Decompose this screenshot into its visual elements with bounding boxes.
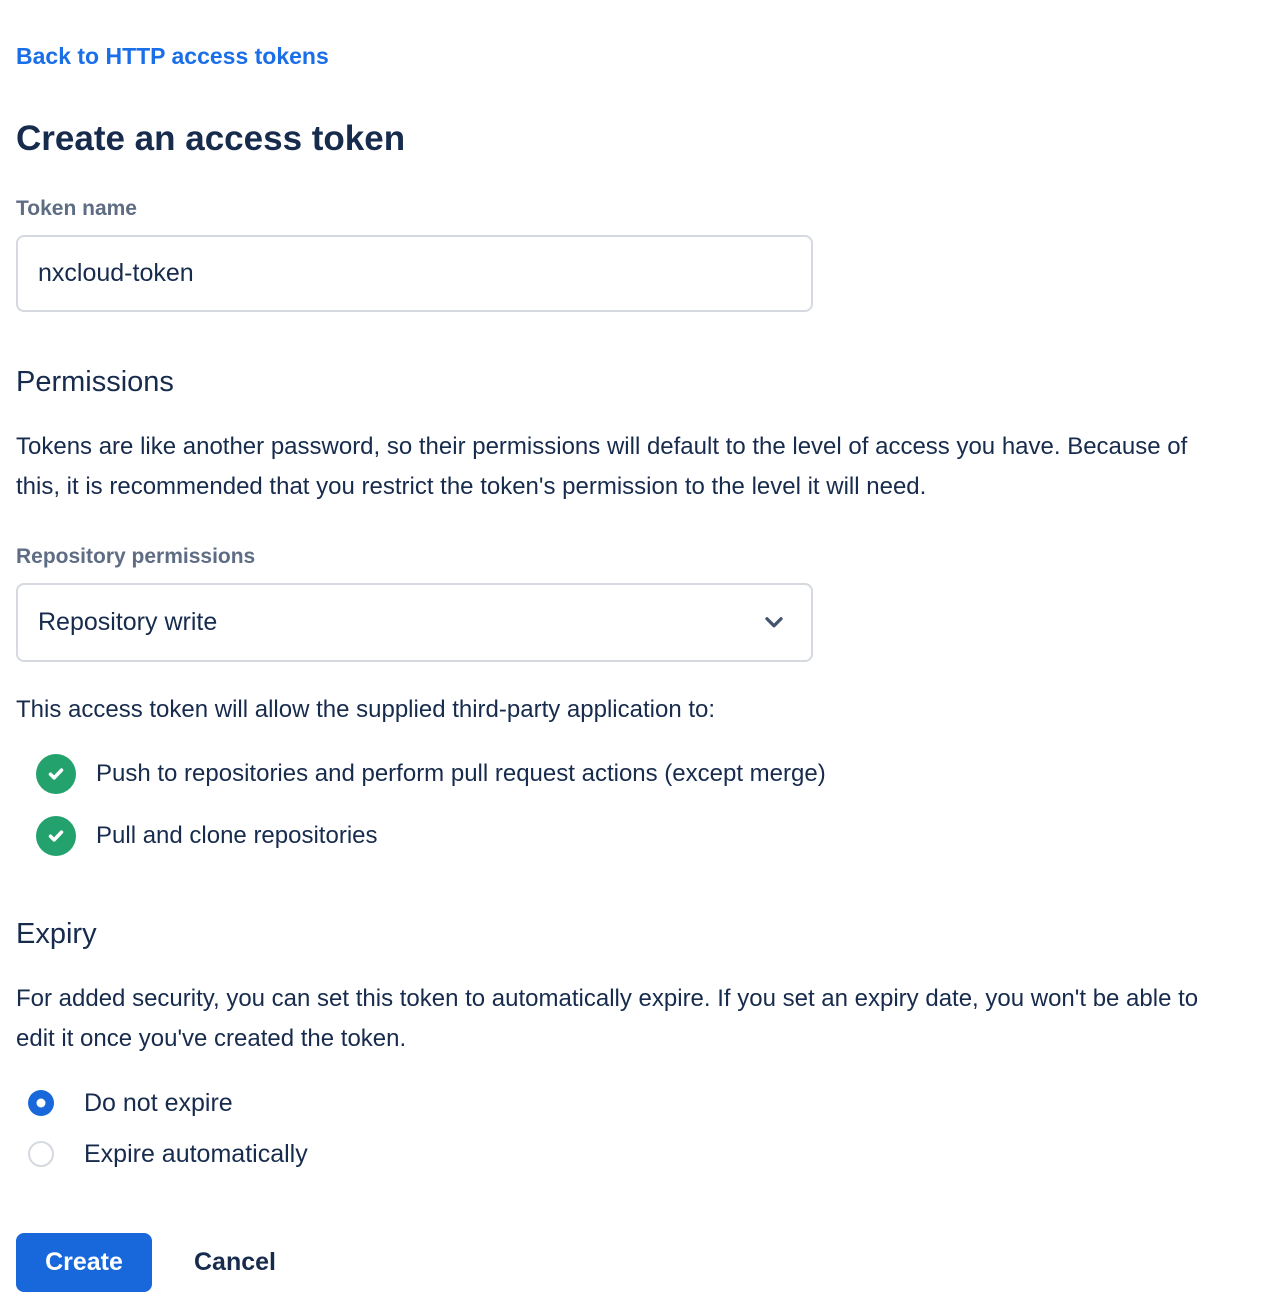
allow-intro-text: This access token will allow the supplied third-party application to: <box>16 695 716 723</box>
repository-permissions-select[interactable] <box>16 583 813 662</box>
token-name-input[interactable] <box>16 235 813 312</box>
permissions-heading: Permissions <box>16 365 174 398</box>
check-circle-icon <box>36 754 76 794</box>
radio-label: Do not expire <box>84 1088 233 1117</box>
page-title: Create an access token <box>16 118 406 158</box>
capability-item <box>36 754 1258 794</box>
radio-expire-automatically[interactable] <box>28 1140 1258 1169</box>
radio-label: Expire automatically <box>84 1139 308 1168</box>
expiry-description: For added security, you can set this token to automatically expire. If you set an expiry date, you won't be able to edit it once you've created the token. <box>16 984 1199 1052</box>
check-circle-icon <box>36 816 76 856</box>
cancel-button[interactable]: Cancel <box>194 1247 276 1276</box>
form-actions <box>16 1233 1258 1292</box>
chevron-down-icon <box>761 609 787 635</box>
capability-label: Pull and clone repositories <box>96 821 378 849</box>
token-name-label: Token name <box>16 196 137 220</box>
expiry-heading: Expiry <box>16 917 97 950</box>
radio-button-icon[interactable] <box>28 1141 54 1167</box>
back-to-http-access-tokens-link[interactable]: Back to HTTP access tokens <box>16 43 329 69</box>
radio-button-icon[interactable] <box>28 1090 54 1116</box>
permissions-description: Tokens are like another password, so their permissions will default to the level of access you have. Because of this, it is recommended that you restrict the token's permission to the level it will need. <box>16 432 1188 500</box>
capability-item <box>36 816 1258 856</box>
capability-list <box>16 754 1258 856</box>
expiry-radio-group <box>28 1089 1258 1169</box>
create-button[interactable]: Create <box>16 1233 152 1292</box>
repository-permissions-label: Repository permissions <box>16 544 256 568</box>
repository-permissions-selected-value: Repository write <box>38 607 218 636</box>
capability-label: Push to repositories and perform pull request actions (except merge) <box>96 759 826 787</box>
radio-do-not-expire[interactable] <box>28 1089 1258 1118</box>
